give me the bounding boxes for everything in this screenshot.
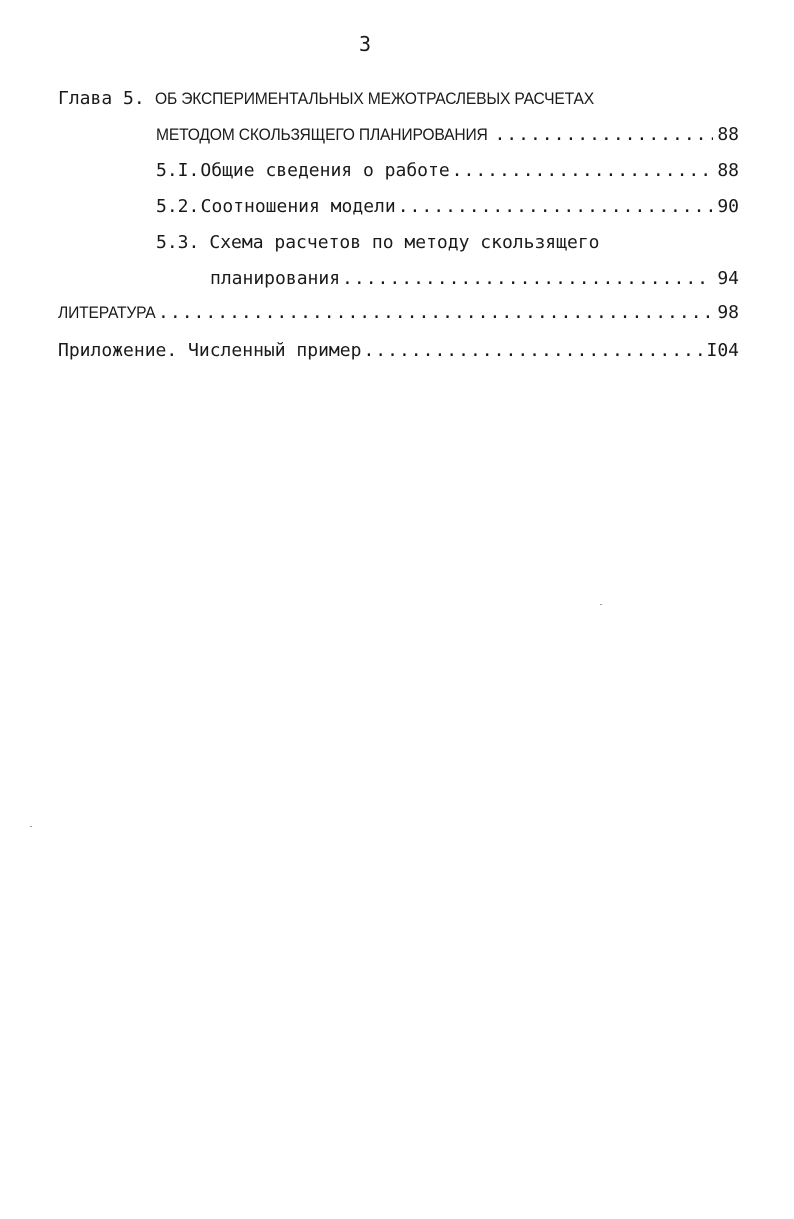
toc-section-page: 88 (717, 160, 739, 181)
toc-chapter5-line1 (58, 86, 632, 112)
toc-chapter5-line2 (156, 122, 739, 148)
toc-section-5-3-line1 (156, 230, 600, 256)
toc-section-title: Соотношения модели (200, 196, 396, 217)
toc-leader (342, 266, 713, 292)
toc-section-number: 5.2. (156, 196, 200, 217)
toc-chapter5-prefix: Глава 5. (58, 88, 145, 109)
toc-literature (58, 300, 739, 326)
toc-leader (158, 300, 713, 326)
toc-literature-title: ЛИТЕРАТУРА (58, 303, 156, 322)
toc-leader (398, 194, 714, 220)
toc-chapter5-title-line1: ОБ ЭКСПЕРИМЕНТАЛЬНЫХ МЕЖОТРАСЛЕВЫХ РАСЧЕТАХ (154, 89, 594, 108)
toc-section-title: Общие сведения о работе (200, 160, 450, 181)
toc-appendix-page: I04 (706, 340, 739, 361)
toc-section-5-2 (156, 194, 739, 220)
toc-leader (452, 158, 714, 184)
toc-section-page: 90 (717, 196, 739, 217)
toc-section-number: 5.3. (156, 232, 200, 253)
toc-leader (494, 122, 713, 148)
toc-section-title-line1: Схема расчетов по методу скользящего (209, 232, 600, 253)
toc-appendix (58, 338, 739, 364)
toc-section-number: 5.I. (156, 160, 200, 181)
toc-chapter5-title-line2: МЕТОДОМ СКОЛЬЗЯЩЕГО ПЛАНИРОВАНИЯ (156, 125, 488, 144)
scan-speck (600, 604, 602, 605)
page-number: 3 (358, 32, 372, 56)
toc-appendix-title: Приложение. Численный пример (58, 340, 362, 361)
toc-leader (363, 338, 706, 364)
toc-section-page: 94 (717, 268, 739, 289)
scan-speck (30, 826, 32, 827)
toc-chapter5-page: 88 (717, 124, 739, 145)
toc-section-title-line2: планирования (210, 268, 341, 289)
toc-section-5-1 (156, 158, 739, 184)
toc-section-5-3-line2 (210, 266, 739, 292)
toc-literature-page: 98 (717, 302, 739, 323)
